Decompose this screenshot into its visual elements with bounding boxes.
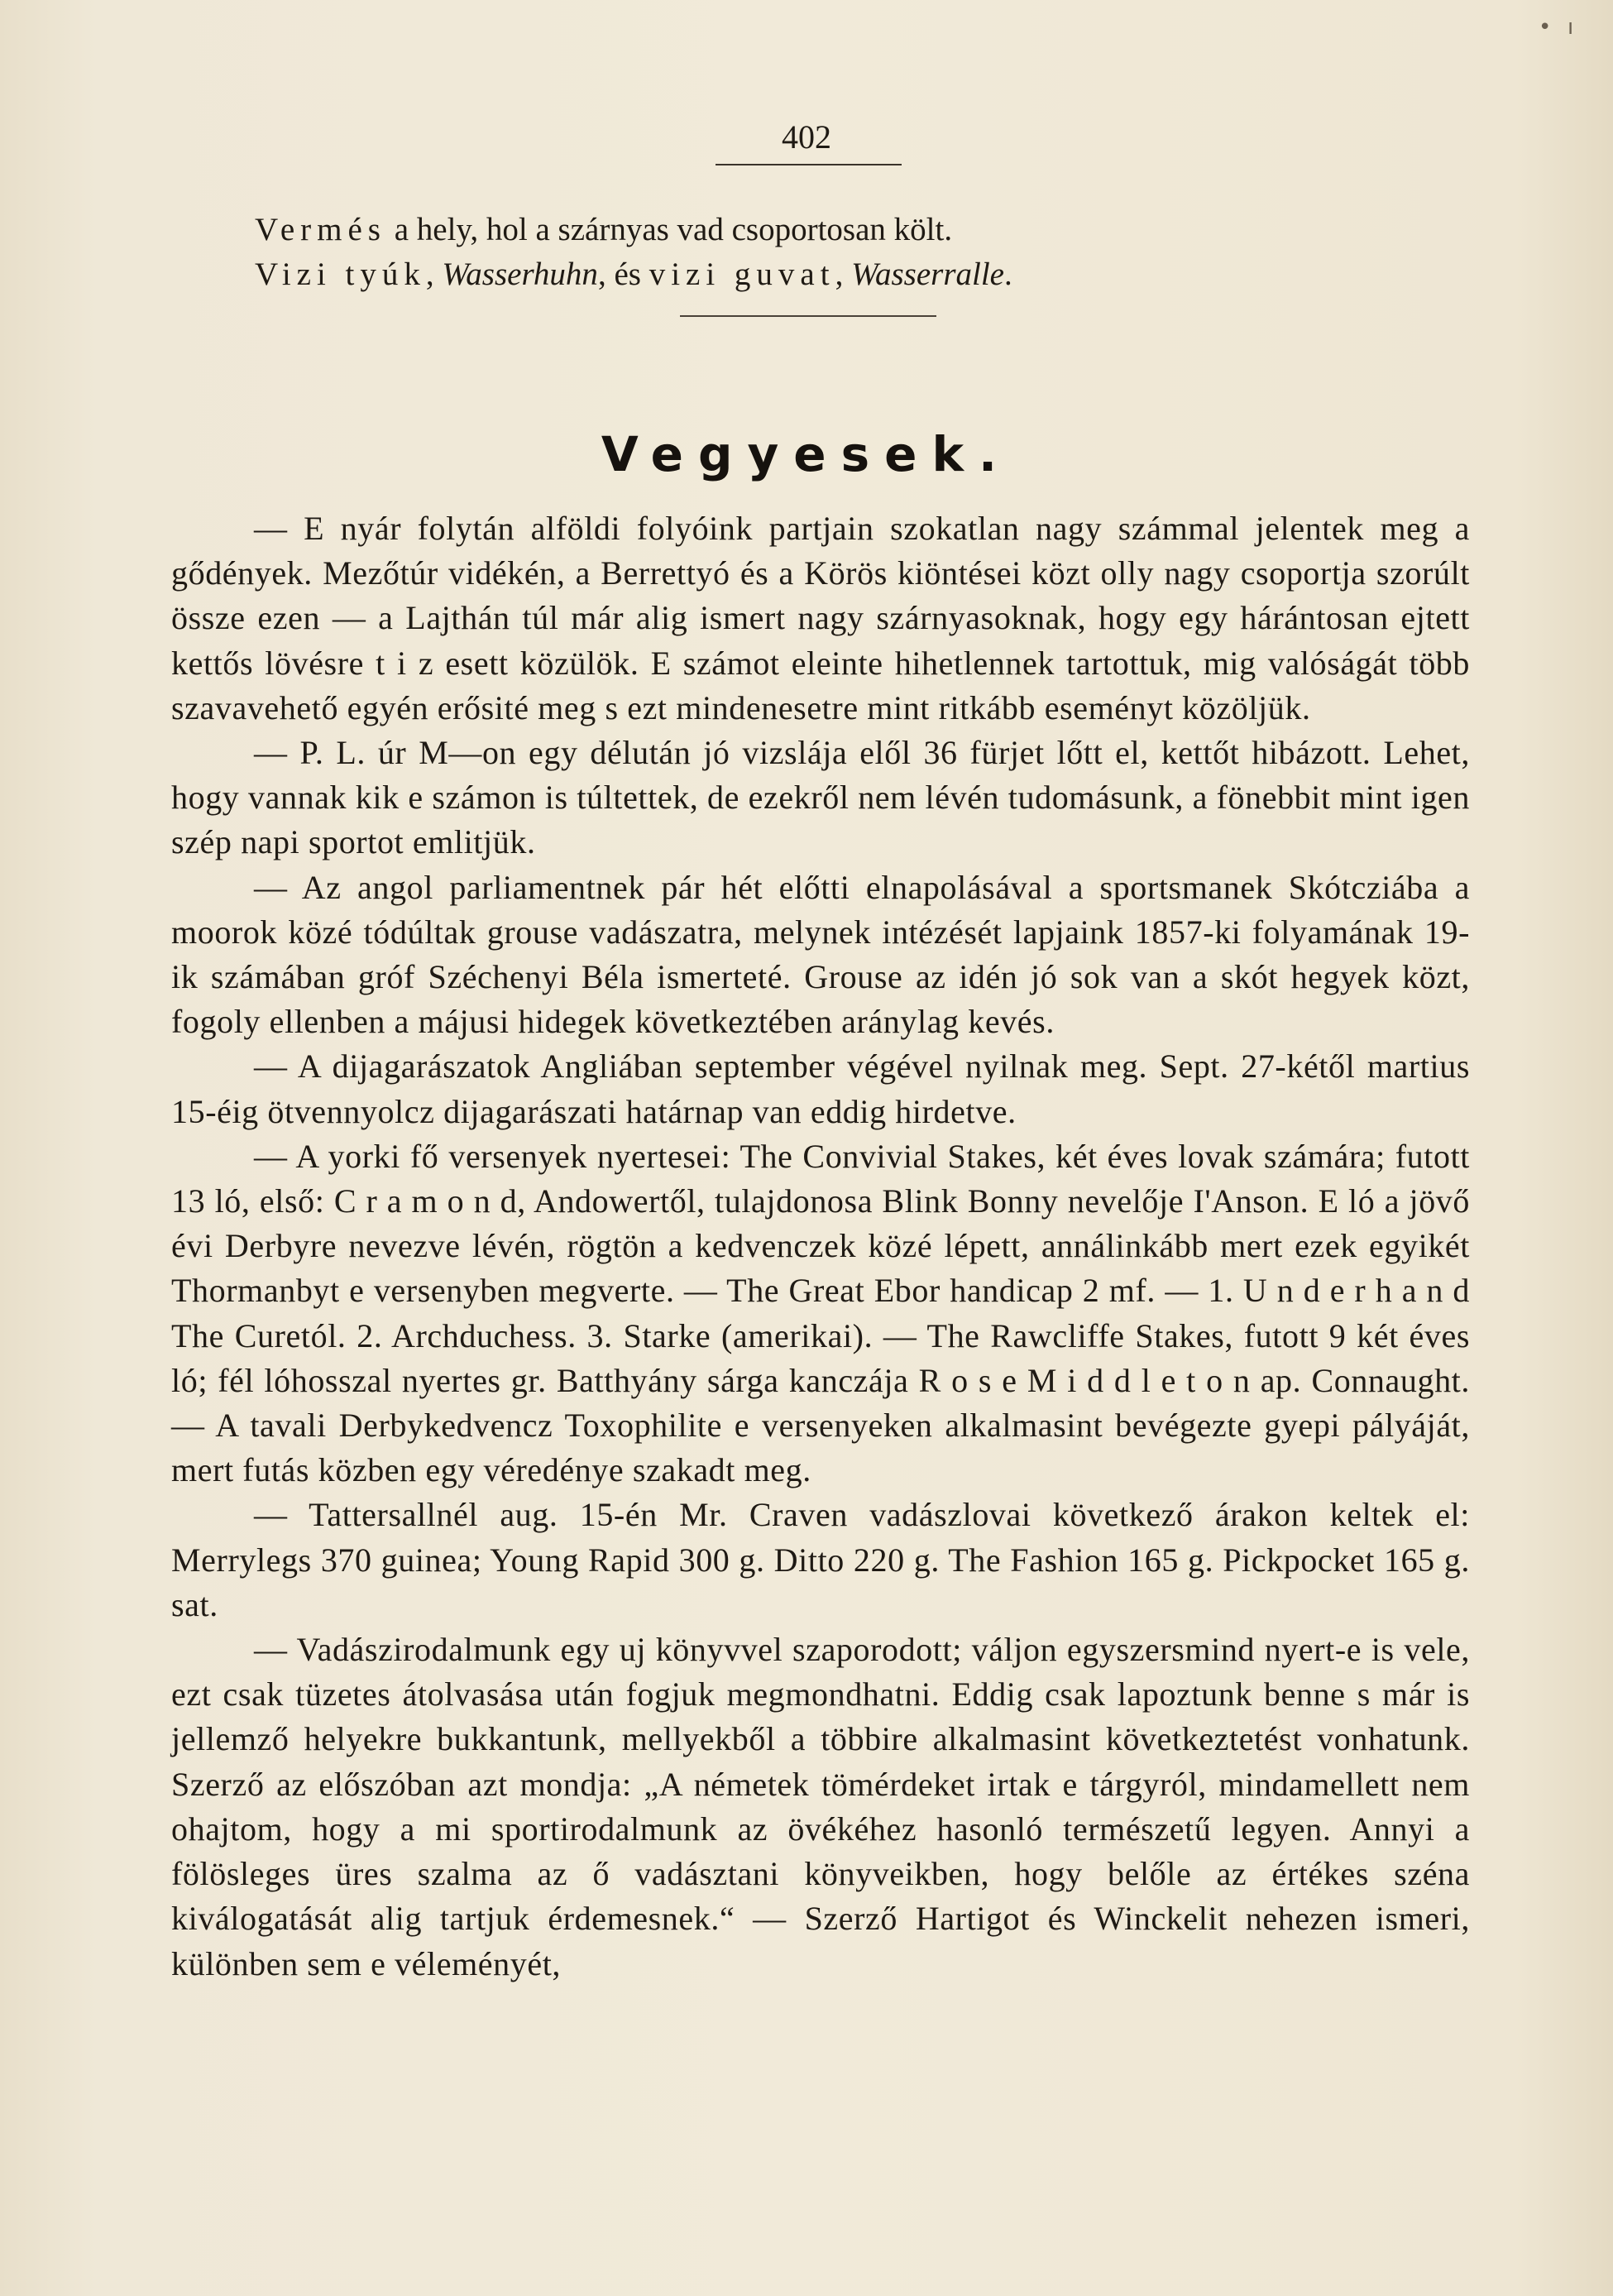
paragraph: — A dijagarászatok Angliában september végével nyilnak meg. Sept. 27-kétől martius 15-éig ötvennyolcz dijagarászati határnap van eddig hirdetve. [171,1047,1470,1130]
glossary-conjunction: , és [597,256,649,292]
corner-mark: ı [1568,15,1574,40]
paragraph: — Tattersallnél aug. 15-én Mr. Craven vadászlovai következő árakon keltek el: Merrylegs 370 guinea; Young Rapid 300 g. Ditto 220 g. The Fashion 165 g. Pickpocket 165 g. sat. [171,1496,1470,1623]
paragraph: — Vadászirodalmunk egy uj könyvvel szaporodott; váljon egyszersmind nyert-e is vele, ezt csak tüzetes átolvasása után fogjuk megmondhatni. Eddig csak lapoztunk benne s már is jellemző helyekre bukkantunk, mellyekből a többire alkalmasint következtetést vonhatunk. Szerző az előszóban azt mondja: „A németek tömérdeket irtak e tárgyról, mindamellett nem ohajtom, hogy a mi sportirodalmunk az övékéhez hasonló természetű legyen. Annyi a fölösleges üres szalma az ő vadásztani könyveikben, hogy belőle az értékes széna kiválogatását alig tartjuk érdemesnek.“ — Szerző Hartigot és Winckelit nehezen ismeri, különben sem e véleményét, [171,1631,1470,1982]
glossary-entry [255,211,952,248]
paragraph: — A yorki fő versenyek nyertesei: The Convivial Stakes, két éves lovak számára; futott 13 ló, első: C r a m o n d, Andowertől, tulajdonosa Blink Bonny nevelője I'Anson. E ló a jövő évi Derbyre nevezve lévén, rögtön a kedvenczek közé lépett, annálinkább mert ezek egyikét Thormanbyt e versenyben megverte. — The Great Ebor handicap 2 mf. — 1. U n d e r h a n d The Curetól. 2. Archduchess. 3. Starke (amerikai). — The Rawcliffe Stakes, futott 9 két éves ló; fél lóhosszal nyertes gr. Batthyány sárga kanczája R o s e M i d d l e t o n ap. Connaught. — A tavali Derbykedvencz Toxophilite e versenyeken alkalmasint bevégezte gyepi pályáját, mert futás közben egy véredénye szakadt meg. [171,1137,1470,1489]
paragraph: — E nyár folytán alföldi folyóink partjain szokatlan nagy számmal jelentek meg a gődények. Mezőtúr vidékén, a Berrettyó és a Körös kiöntései közt olly nagy csoportja szorúlt össze ezen — a Lajthán túl már alig ismert nagy szárnyasoknak, hogy egy hárántosan ejtett kettős lövésre t i z esett közülök. E számot eleinte hihetlennek tartottuk, mig valóságát több szavavehető egyén erősité meg s ezt mindenesetre mint ritkább eseményt közöljük. [171,510,1470,726]
paragraph: — Az angol parliamentnek pár hét előtti elnapolásával a sportsmanek Skótcziába a moorok közé tódúltak grouse vadászatra, melynek intézését lapjaink 1857-ki folyamának 19-ik számában gróf Széchenyi Béla ismerteté. Grouse az idén jó sok van a skót hegyek közt, fogoly ellenben a májusi hidegek következtében aránylag kevés. [171,868,1470,1041]
page-number-underline [716,164,902,165]
page-number: 402 [782,118,831,156]
glossary-entry [255,256,1012,293]
glossary-german-term: Wasserhuhn [442,256,598,292]
section-title: Vegyesek. [601,426,1012,482]
glossary-term: Vizi tyúk [255,256,426,292]
article-body [171,506,1470,1987]
section-separator-rule [680,315,936,317]
glossary-term: Vermés [255,212,386,247]
glossary-definition: a hely, hol a szárnyas vad csoportosan költ. [385,212,953,247]
glossary-separator: , [835,256,852,292]
glossary-german-term: Wasserralle [851,256,1004,292]
glossary-separator: , [425,256,443,292]
glossary-term: vizi guvat [649,256,835,292]
glossary-end: . [1004,256,1012,292]
corner-mark: • [1539,15,1552,40]
paragraph: — P. L. úr M—on egy délután jó vizslája elől 36 fürjet lőtt el, kettőt hibázott. Lehet, hogy vannak kik e számon is túltettek, de ezekről nem lévén tudomásunk, a fönebbit mint igen szép napi sportot emlitjük. [171,734,1470,861]
